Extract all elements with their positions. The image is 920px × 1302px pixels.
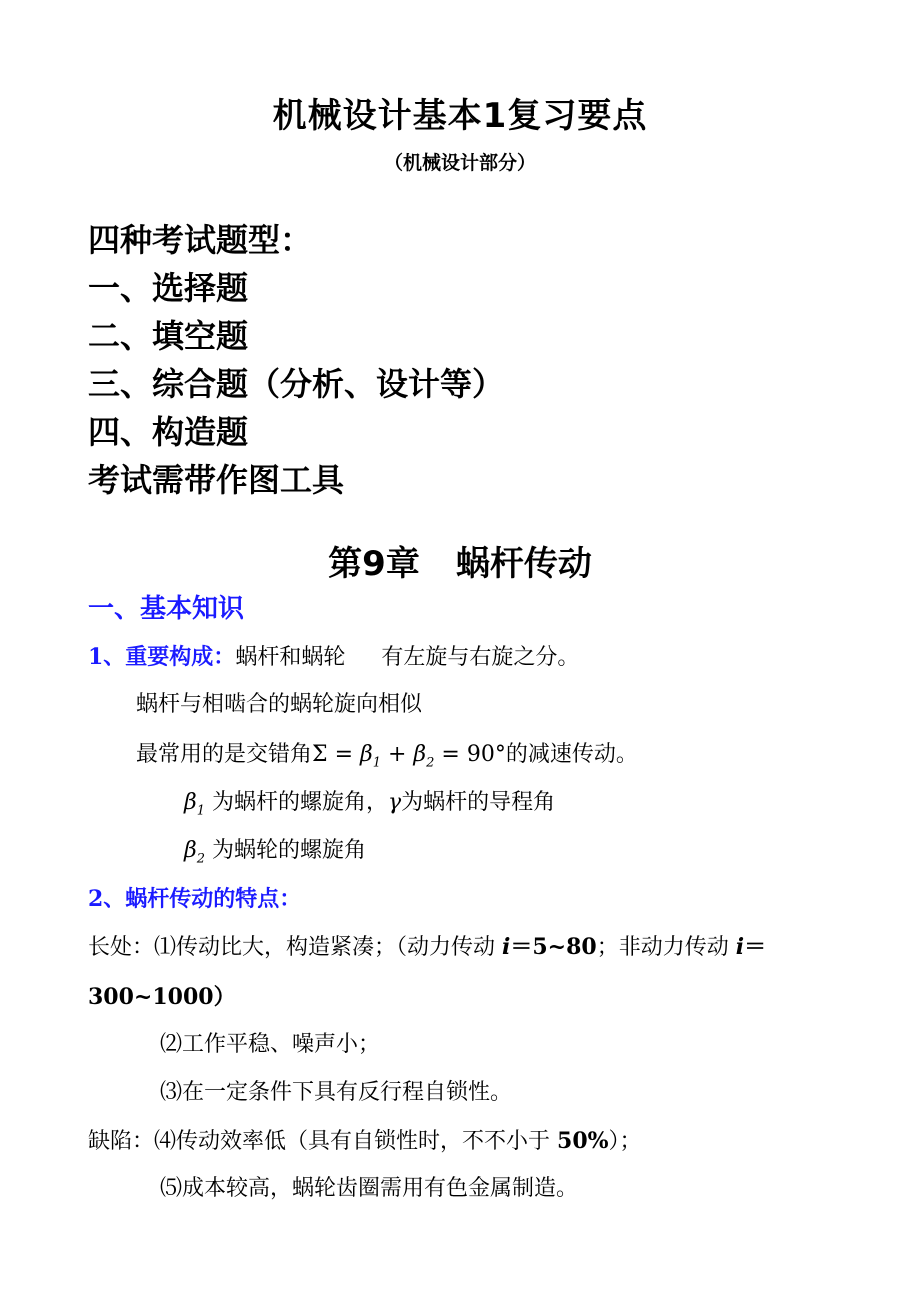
item2-label: 2、蜗杆传动的特点：: [88, 886, 302, 912]
exam-tools-note: 考试需带作图工具: [88, 461, 345, 499]
item1-line4: [184, 788, 555, 826]
dis4-percent: 50%: [557, 1128, 609, 1154]
adv1-eq: ＝: [744, 934, 767, 960]
adv1-text-a: ⑴传动比大，构造紧凑；（动力传动: [154, 935, 503, 960]
disadvantages-label: 缺陷：: [88, 1129, 155, 1154]
disadvantage-5: ⑸成本较高，蜗轮齿圈需用有色金属制造。: [160, 1176, 579, 1201]
beta2-symbol: $\beta_2$: [184, 838, 205, 867]
advantages-line1: [88, 932, 766, 963]
exam-type-item: 三、综合题（分析、设计等）: [88, 365, 505, 403]
item1-text2: 有左旋与右旋之分。: [381, 645, 580, 670]
item1-line1: [88, 642, 579, 673]
advantage-3: ⑶在一定条件下具有反行程自锁性。: [160, 1080, 513, 1105]
exam-type-item: 二、填空题: [88, 317, 249, 355]
advantages-label: 长处：: [88, 935, 155, 960]
item1-line3: [136, 740, 638, 778]
chapter-name: 蜗杆传动: [455, 544, 592, 584]
beta1-symbol: $\beta_1$: [184, 790, 205, 819]
advantage-2: ⑵工作平稳、噪声小；: [160, 1032, 381, 1057]
exam-type-item: 四、构造题: [88, 413, 249, 451]
gamma-symbol: γ: [388, 790, 402, 815]
section-heading: 一、基本知识: [88, 594, 245, 624]
ratio-symbol-i: i: [502, 934, 511, 960]
disadvantages-line1: [88, 1126, 642, 1157]
beta1-text: 为蜗杆的螺旋角，: [212, 790, 389, 815]
adv1-range-power: ＝5~80: [510, 934, 597, 960]
beta2-text: 为蜗轮的螺旋角: [212, 838, 367, 863]
item1-line2: 蜗杆与相啮合的蜗轮旋向相似: [136, 692, 423, 717]
gamma-text: 为蜗杆的导程角: [401, 790, 556, 815]
adv1-text-c: ；非动力传动: [596, 935, 736, 960]
item1-line5: [184, 836, 366, 874]
exam-type-item: 一、选择题: [88, 269, 249, 307]
ratio-symbol-i: i: [735, 934, 745, 960]
page-title: 机械设计基本1复习要点: [272, 96, 648, 136]
chapter-number: 第9章: [328, 544, 420, 584]
dis4-text-c: ）；: [608, 1129, 642, 1154]
dis4-text-a: ⑷传动效率低（具有自锁性时，不不小于: [154, 1129, 558, 1154]
page-subtitle: （机械设计部分）: [383, 152, 536, 174]
item1-label: 1、重要构成：: [88, 644, 236, 670]
exam-types-heading: 四种考试题型：: [88, 221, 313, 259]
item1-line3-post: 的减速传动。: [505, 742, 638, 767]
advantages-line1-cont: 300~1000）: [88, 984, 236, 1010]
chapter-heading: [0, 536, 920, 585]
item1-line3-pre: 最常用的是交错角: [136, 742, 313, 767]
item1-text: 蜗杆和蜗轮: [235, 645, 346, 670]
exam-types: [88, 216, 504, 504]
crossing-angle-formula: $\Sigma = \beta_1 + \beta_2 = 90^\circ$: [312, 742, 506, 771]
